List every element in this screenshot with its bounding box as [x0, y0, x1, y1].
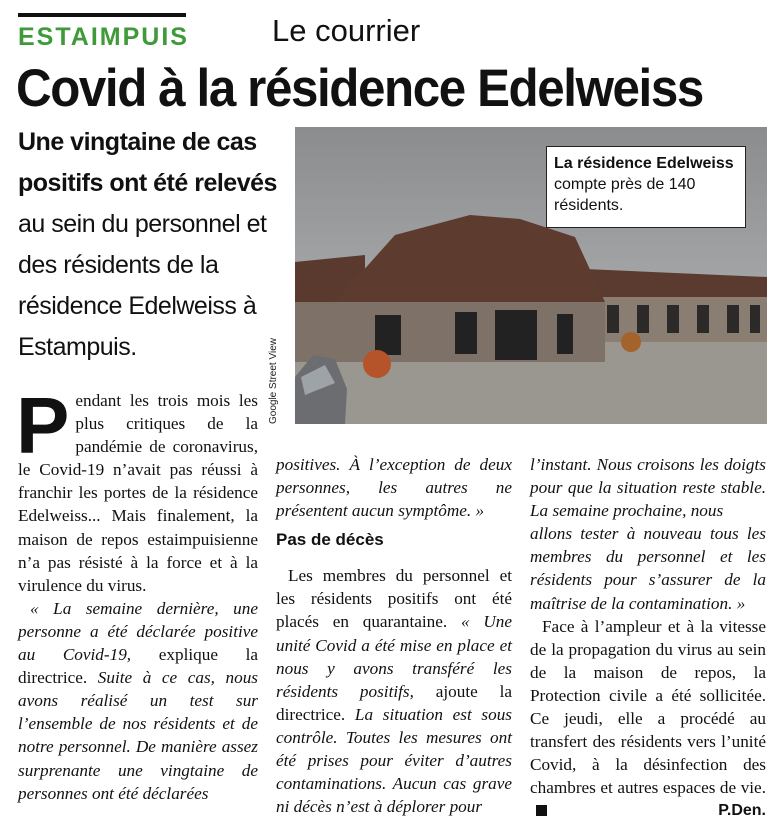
article-column-2: [276, 453, 512, 818]
quarantine-attribution: ajoute la directrice.: [276, 681, 512, 724]
paragraph-civil-protection: [530, 615, 766, 823]
masthead: Le courrier: [272, 13, 421, 48]
photo-credit: Google Street View: [268, 338, 279, 424]
caption-text: compte près de 140 résidents.: [554, 176, 696, 214]
article-lead: [18, 122, 280, 368]
section-kicker: ESTAIMPUIS: [18, 23, 189, 51]
quarantine-text: Les membres du personnel et les résidents positifs ont été placés en quarantaine.: [276, 566, 512, 632]
quarantine-quote-2: La situation est sous contrôle. Toutes les mesures ont été prises pour éviter d’autres contaminations. Aucun cas grave ni décès n’est à déplorer pour: [276, 704, 512, 817]
end-mark: [536, 805, 547, 816]
caption-title: La résidence Edelweiss: [554, 155, 734, 172]
article-column-1: [16, 381, 258, 805]
subheading: Pas de décès: [276, 530, 384, 550]
photo-caption: [546, 146, 746, 228]
kicker-rule: [18, 13, 186, 17]
paragraph-quarantine: [276, 564, 512, 818]
lead-bold: Une vingtaine de cas positifs ont été relevés: [18, 128, 277, 197]
paragraph-quote-continued: [276, 453, 512, 522]
quote-part-2: Suite à ce cas, nous avons réalisé un test sur l’ensemble de nos résidents et de notre personnel. De manière assez surprenante une vingtaine de personnes ont été déclarées: [18, 668, 258, 803]
paragraph-quote: [18, 597, 258, 805]
quote-part-1: « La semaine dernière, une personne a été déclarée positive au Covid-19,: [18, 598, 258, 665]
article-headline: Covid à la résidence Edelweiss: [16, 59, 703, 118]
paragraph-quarantine-continued: [530, 453, 766, 522]
paragraph-quarantine-continued: [530, 522, 766, 614]
civil-protection-text: Face à l’ampleur et à la vitesse de la propagation du virus au sein de la maison de repos, la Protection civile a été sollicitée. Ce jeudi, elle a procédé au transfert des résidents vers l’unité Covid, à la désinfection des chambres et autres espaces de vie.: [530, 616, 766, 798]
quote-part-2-continued: positives. À l’exception de deux personnes, les autres ne présentent aucun symptôme. »: [276, 455, 512, 521]
author-signature: P.Den.: [718, 802, 766, 820]
quarantine-quote-2-continued: allons tester à nouveau tous les membres du personnel et les résidents pour s’assurer de la maîtrise de la contamination. »: [530, 524, 766, 613]
drop-cap: P: [16, 381, 70, 470]
quarantine-quote-2-continued: l’instant. Nous croisons les doigts pour que la situation reste stable. La semaine prochaine, nous: [530, 455, 766, 521]
lead-rest: au sein du personnel et des résidents de la résidence Edelweiss à Estampuis.: [18, 210, 267, 361]
paragraph-intro: endant les trois mois les plus critiques de la pandémie de coronavirus, le Covid-19 n’avait pas réussi à franchir les portes de la résidence Edelweiss... Mais finalement, la maison de repos estaimpuisienne n’a pas résisté à la force et à la virulence du virus.: [18, 391, 258, 595]
quote-attribution: explique la directrice.: [18, 645, 258, 688]
article-column-3: [530, 453, 766, 823]
quarantine-quote-1: « Une unité Covid a été mise en place et nous y avons transféré les résidents positifs,: [276, 612, 512, 701]
